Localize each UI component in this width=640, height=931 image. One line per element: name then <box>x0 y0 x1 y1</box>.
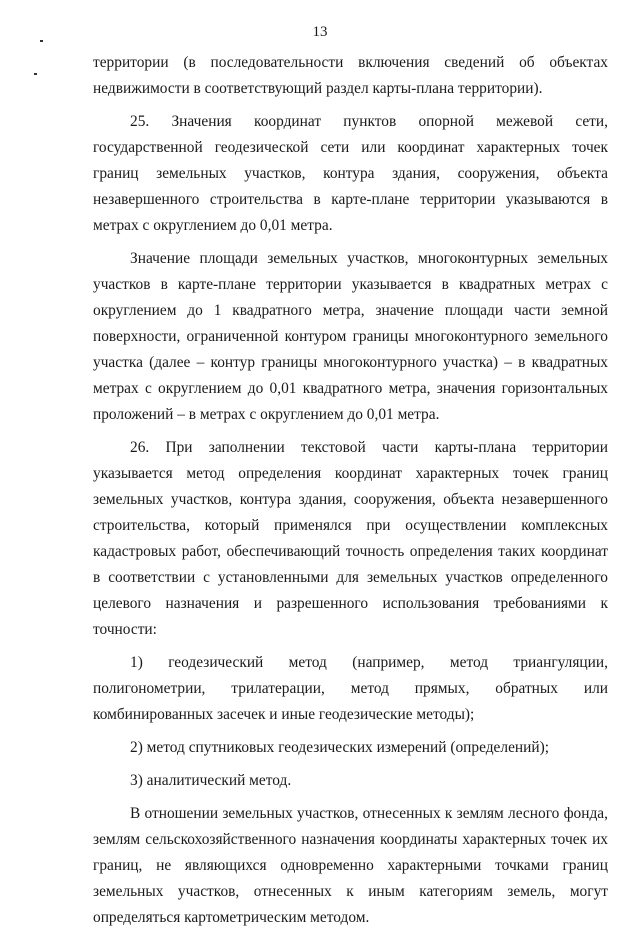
paragraph: территории (в последовательности включения сведений об объектах недвижимости в соответствующий раздел карты-плана территории). <box>93 54 608 97</box>
page-number: 13 <box>312 24 328 40</box>
scan-mark <box>34 73 37 75</box>
document-body <box>93 50 608 931</box>
list-item: 3) аналитический метод. <box>130 772 292 789</box>
paragraph: Значение площади земельных участков, многоконтурных земельных участков в карте-плане территории указывается в квадратных метрах с округлением до 1 квадратного метра, значение площади части земной поверхности, ограниченной контуром границы многоконтурного земельного участка (далее – контур границы многоконтурного участка) – в квадратных метрах с округлением до 0,01 квадратного метра, значения горизонтальных проложений – в метрах с округлением до 0,01 метра. <box>93 250 608 423</box>
list-item: 2) метод спутниковых геодезических измерений (определений); <box>130 739 550 756</box>
paragraph: 26. При заполнении текстовой части карты-плана территории указывается метод определения координат характерных точек границ земельных участков, контура здания, сооружения, объекта незавершенного строительства, который применялся при осуществлении комплексных кадастровых работ, обеспечивающий точность определения таких координат в соответствии с установленными для земельных участков определенного целевого назначения и разрешенного использования требованиями к точности: <box>93 439 608 638</box>
scan-mark <box>40 40 43 42</box>
paragraph: В отношении земельных участков, отнесенных к землям лесного фонда, землям сельскохозяйственного назначения координаты характерных точек их границ, не являющихся одновременно характерными точками границ земельных участков, отнесенных к иным категориям земель, могут определяться картометрическим методом. <box>93 805 608 926</box>
paragraph: 25. Значения координат пунктов опорной межевой сети, государственной геодезической сети или координат характерных точек границ земельных участков, контура здания, сооружения, объекта незавершенного строительства в карте-плане территории указываются в метрах с округлением до 0,01 метра. <box>93 113 608 234</box>
list-item: 1) геодезический метод (например, метод триангуляции, полигонометрии, трилатерации, метод прямых, обратных или комбинированных засечек и иные геодезические методы); <box>93 654 608 723</box>
